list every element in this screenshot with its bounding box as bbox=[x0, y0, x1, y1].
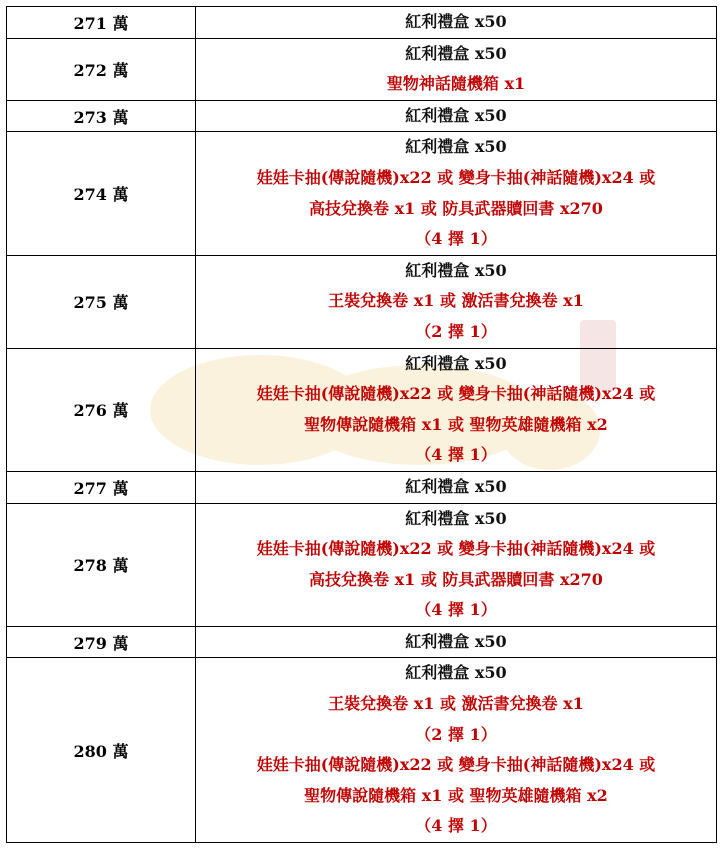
table-row bbox=[7, 503, 717, 626]
reward-line: 紅利禮盒 x50 bbox=[405, 508, 507, 528]
reward-line: 娃娃卡抽(傳說隨機)x22 或 變身卡抽(神話隨機)x24 或 bbox=[256, 384, 656, 404]
reward-line: 娃娃卡抽(傳說隨機)x22 或 變身卡抽(神話隨機)x24 或 bbox=[256, 167, 656, 187]
reward-cell bbox=[196, 132, 717, 255]
reward-line: 王裝兌換卷 x1 或 激活書兌換卷 x1 bbox=[328, 694, 584, 714]
level-cell: 280 萬 bbox=[7, 658, 196, 843]
reward-cell bbox=[196, 100, 717, 132]
reward-cell bbox=[196, 348, 717, 471]
reward-table bbox=[6, 6, 717, 843]
level-cell: 272 萬 bbox=[7, 38, 196, 100]
level-cell: 277 萬 bbox=[7, 471, 196, 503]
reward-line: 紅利禮盒 x50 bbox=[405, 663, 507, 683]
table-row bbox=[7, 255, 717, 348]
reward-line: 紅利禮盒 x50 bbox=[405, 43, 507, 63]
table-row bbox=[7, 658, 717, 843]
reward-line: 紅利禮盒 x50 bbox=[405, 105, 507, 125]
reward-line: （4 擇 1） bbox=[415, 445, 497, 465]
reward-line: （2 擇 1） bbox=[415, 724, 497, 744]
reward-line: 紅利禮盒 x50 bbox=[405, 260, 507, 280]
table-row bbox=[7, 471, 717, 503]
level-cell: 278 萬 bbox=[7, 503, 196, 626]
table-row bbox=[7, 38, 717, 100]
reward-cell bbox=[196, 7, 717, 39]
level-cell: 271 萬 bbox=[7, 7, 196, 39]
reward-line: 聖物傳說隨機箱 x1 或 聖物英雄隨機箱 x2 bbox=[304, 414, 608, 434]
reward-line: 紅利禮盒 x50 bbox=[405, 12, 507, 31]
table-row bbox=[7, 348, 717, 471]
reward-line: 王裝兌換卷 x1 或 激活書兌換卷 x1 bbox=[328, 291, 584, 311]
reward-line: 紅利禮盒 x50 bbox=[405, 476, 507, 496]
reward-cell bbox=[196, 626, 717, 658]
table-row bbox=[7, 7, 717, 39]
level-cell: 279 萬 bbox=[7, 626, 196, 658]
reward-line: （2 擇 1） bbox=[415, 321, 497, 341]
level-cell: 274 萬 bbox=[7, 132, 196, 255]
reward-line: （4 擇 1） bbox=[415, 600, 497, 620]
level-cell: 273 萬 bbox=[7, 100, 196, 132]
reward-line: （4 擇 1） bbox=[415, 816, 497, 836]
reward-line: 聖物神話隨機箱 x1 bbox=[386, 74, 526, 94]
reward-cell bbox=[196, 255, 717, 348]
reward-line: （4 擇 1） bbox=[415, 229, 497, 249]
level-cell: 276 萬 bbox=[7, 348, 196, 471]
table-row bbox=[7, 132, 717, 255]
reward-line: 娃娃卡抽(傳說隨機)x22 或 變身卡抽(神話隨機)x24 或 bbox=[256, 539, 656, 559]
reward-line: 娃娃卡抽(傳說隨機)x22 或 變身卡抽(神話隨機)x24 或 bbox=[256, 755, 656, 775]
reward-cell bbox=[196, 471, 717, 503]
reward-line: 高技兌換卷 x1 或 防具武器贖回書 x270 bbox=[309, 569, 603, 589]
reward-cell bbox=[196, 658, 717, 843]
reward-cell bbox=[196, 38, 717, 100]
reward-line: 紅利禮盒 x50 bbox=[405, 353, 507, 373]
table-row bbox=[7, 626, 717, 658]
reward-line: 聖物傳說隨機箱 x1 或 聖物英雄隨機箱 x2 bbox=[304, 785, 608, 805]
reward-cell bbox=[196, 503, 717, 626]
reward-line: 高技兌換卷 x1 或 防具武器贖回書 x270 bbox=[309, 198, 603, 218]
level-cell: 275 萬 bbox=[7, 255, 196, 348]
table-row bbox=[7, 100, 717, 132]
reward-line: 紅利禮盒 x50 bbox=[405, 137, 507, 157]
reward-line: 紅利禮盒 x50 bbox=[405, 631, 507, 651]
